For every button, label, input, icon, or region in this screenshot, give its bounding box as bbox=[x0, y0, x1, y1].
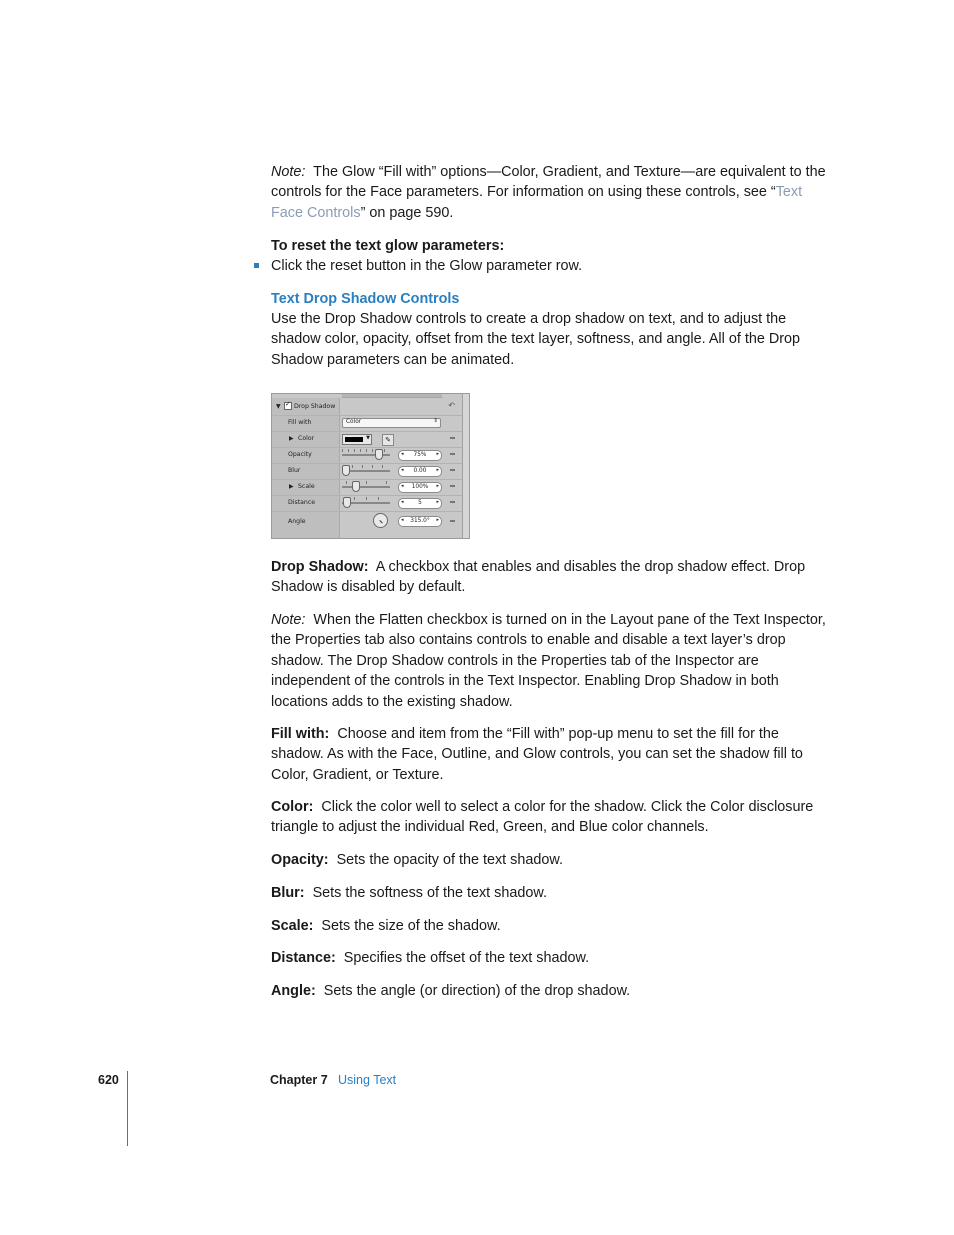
opacity-slider[interactable] bbox=[342, 454, 390, 456]
panel-row-drop-shadow bbox=[272, 399, 469, 416]
color-well-arrow-icon: ▼ bbox=[366, 435, 370, 441]
drop-shadow-checkbox[interactable] bbox=[284, 402, 292, 410]
definition-text: Sets the size of the shadow. bbox=[321, 918, 501, 934]
fill-with-label: Fill with bbox=[288, 419, 312, 426]
definition-term: Fill with: bbox=[271, 726, 330, 742]
blur-slider-knob[interactable] bbox=[342, 465, 350, 476]
footer-chapter: Chapter 7 bbox=[270, 1073, 328, 1087]
drop-shadow-label: Drop Shadow bbox=[294, 403, 336, 410]
color-well[interactable] bbox=[342, 434, 372, 445]
definition-term: Distance: bbox=[271, 950, 336, 966]
text-face-controls-link[interactable]: Text Face Controls bbox=[271, 184, 803, 221]
slider-tick bbox=[352, 465, 353, 468]
reset-heading bbox=[271, 236, 831, 256]
definition-drop-shadow bbox=[271, 557, 831, 598]
definition-term: Drop Shadow: bbox=[271, 559, 369, 575]
animation-menu-icon[interactable] bbox=[450, 485, 455, 487]
footer-divider bbox=[127, 1071, 128, 1146]
bullet-icon bbox=[254, 263, 259, 268]
opacity-value: 75% bbox=[413, 452, 427, 458]
increment-arrow-icon[interactable]: ▸ bbox=[436, 451, 439, 457]
slider-tick bbox=[372, 449, 373, 452]
section-intro bbox=[271, 309, 831, 370]
angle-dial[interactable] bbox=[373, 513, 388, 528]
slider-tick bbox=[372, 465, 373, 468]
definition-opacity bbox=[271, 850, 831, 870]
increment-arrow-icon[interactable]: ▸ bbox=[436, 517, 439, 523]
definition-term: Blur: bbox=[271, 885, 305, 901]
definition-note bbox=[271, 610, 831, 712]
definition-angle bbox=[271, 981, 831, 1001]
definition-color bbox=[271, 797, 831, 838]
decrement-arrow-icon[interactable]: ◂ bbox=[401, 451, 404, 457]
increment-arrow-icon[interactable]: ▸ bbox=[436, 467, 439, 473]
animation-menu-icon[interactable] bbox=[450, 501, 455, 503]
angle-value-field[interactable] bbox=[398, 516, 442, 527]
reset-bullet bbox=[271, 256, 831, 276]
blur-value-field[interactable] bbox=[398, 466, 442, 477]
definition-term: Scale: bbox=[271, 918, 314, 934]
definition-text: Click the color well to select a color for the shadow. Click the Color disclosure triangle to adjust the individual Red, Green, and Blue color channels. bbox=[271, 799, 814, 836]
blur-label: Blur bbox=[288, 467, 301, 474]
section-intro-text: Use the Drop Shadow controls to create a drop shadow on text, and to adjust the shadow color, opacity, offset from the text layer, softness, and angle. All of the Drop Shadow parameters can be animated. bbox=[271, 311, 801, 368]
fill-with-popup[interactable] bbox=[342, 418, 441, 428]
slider-tick bbox=[360, 449, 361, 452]
definition-term: Color: bbox=[271, 799, 314, 815]
scale-label: Scale bbox=[298, 483, 315, 490]
slider-tick bbox=[378, 497, 379, 500]
decrement-arrow-icon[interactable]: ◂ bbox=[401, 517, 404, 523]
section-heading bbox=[271, 289, 831, 309]
distance-value: 5 bbox=[418, 500, 422, 506]
animation-menu-icon[interactable] bbox=[450, 520, 455, 522]
animation-menu-icon[interactable] bbox=[450, 453, 455, 455]
definition-term: Opacity: bbox=[271, 852, 329, 868]
definition-term: Note: bbox=[271, 612, 306, 628]
definition-distance bbox=[271, 948, 831, 968]
distance-value-field[interactable] bbox=[398, 498, 442, 509]
slider-tick bbox=[366, 481, 367, 484]
slider-tick bbox=[342, 449, 343, 452]
panel-top-strip bbox=[342, 394, 442, 398]
color-swatch bbox=[345, 437, 363, 442]
slider-tick bbox=[366, 449, 367, 452]
definition-text: Choose and item from the “Fill with” pop-up menu to set the fill for the shadow. As with the Face, Outline, and Glow controls, you can set the shadow fill to Color, Gradient, or Texture. bbox=[271, 726, 803, 783]
blur-slider[interactable] bbox=[342, 470, 390, 472]
scale-slider-knob[interactable] bbox=[352, 481, 360, 492]
angle-value: 315.0° bbox=[410, 518, 430, 524]
decrement-arrow-icon[interactable]: ◂ bbox=[401, 499, 404, 505]
slider-tick bbox=[362, 465, 363, 468]
slider-tick bbox=[386, 481, 387, 484]
definition-text: Sets the angle (or direction) of the drop shadow. bbox=[323, 983, 631, 999]
note-paragraph bbox=[271, 162, 831, 223]
color-disclosure-triangle-icon[interactable]: ▶ bbox=[289, 435, 294, 442]
definition-text: When the Flatten checkbox is turned on in the Layout pane of the Text Inspector, the Properties tab also contains controls to enable and disable a text layer’s drop shadow. The Drop Shadow controls in the Properties tab of the Inspector are independent of the controls in the Text Inspector. Enabling Drop Shadow in both locations adds to the existing shadow. bbox=[271, 612, 826, 710]
opacity-value-field[interactable] bbox=[398, 450, 442, 461]
slider-tick bbox=[354, 449, 355, 452]
opacity-label: Opacity bbox=[288, 451, 312, 458]
opacity-slider-knob[interactable] bbox=[375, 449, 383, 460]
popup-arrows-icon: ⇕ bbox=[433, 418, 438, 424]
scale-value-field[interactable] bbox=[398, 482, 442, 493]
definition-text: Sets the opacity of the text shadow. bbox=[336, 852, 563, 868]
decrement-arrow-icon[interactable]: ◂ bbox=[401, 467, 404, 473]
reset-icon[interactable]: ↶ bbox=[448, 401, 455, 410]
scale-slider[interactable] bbox=[342, 486, 390, 488]
panel-row-fill-with bbox=[272, 415, 469, 432]
animation-menu-icon[interactable] bbox=[450, 469, 455, 471]
panel-scrollbar[interactable] bbox=[462, 394, 469, 539]
definition-blur bbox=[271, 883, 831, 903]
scale-disclosure-triangle-icon[interactable]: ▶ bbox=[289, 483, 294, 490]
increment-arrow-icon[interactable]: ▸ bbox=[436, 483, 439, 489]
definition-text: Specifies the offset of the text shadow. bbox=[343, 950, 590, 966]
blur-value: 0.00 bbox=[413, 468, 427, 474]
note-text-after: ” on page 590. bbox=[360, 204, 454, 221]
decrement-arrow-icon[interactable]: ◂ bbox=[401, 483, 404, 489]
animation-menu-icon[interactable] bbox=[450, 437, 455, 439]
note-text: The Glow “Fill with” options—Color, Gradient, and Texture—are equivalent to the controls for the Face parameters. For information on using these controls, see “ bbox=[271, 164, 826, 201]
scale-value: 100% bbox=[411, 484, 429, 490]
note-label: Note: bbox=[271, 164, 306, 180]
slider-tick bbox=[346, 481, 347, 484]
footer-chapter-title-link[interactable]: Using Text bbox=[338, 1073, 397, 1087]
increment-arrow-icon[interactable]: ▸ bbox=[436, 499, 439, 505]
panel-row-angle bbox=[272, 511, 469, 533]
slider-tick bbox=[354, 497, 355, 500]
slider-tick bbox=[366, 497, 367, 500]
eyedropper-icon[interactable]: ✎ bbox=[382, 434, 394, 446]
fill-with-value: Color bbox=[346, 419, 362, 425]
definition-text: Sets the softness of the text shadow. bbox=[312, 885, 547, 901]
distance-slider-knob[interactable] bbox=[343, 497, 351, 508]
panel-row-blur bbox=[272, 463, 469, 480]
definition-fill-with bbox=[271, 724, 831, 785]
page-number: 620 bbox=[98, 1073, 119, 1087]
panel-row-opacity bbox=[272, 447, 469, 464]
color-label: Color bbox=[298, 435, 315, 442]
slider-tick bbox=[382, 465, 383, 468]
reset-bullet-text: Click the reset button in the Glow parameter row. bbox=[271, 258, 583, 274]
section-heading-text: Text Drop Shadow Controls bbox=[271, 291, 460, 307]
angle-label: Angle bbox=[288, 518, 306, 525]
drop-shadow-inspector-panel bbox=[271, 393, 470, 539]
definition-term: Angle: bbox=[271, 983, 316, 999]
slider-tick bbox=[384, 449, 385, 452]
reset-heading-text: To reset the text glow parameters: bbox=[271, 238, 505, 254]
disclosure-triangle-open-icon[interactable]: ▼ bbox=[276, 403, 281, 410]
panel-row-color bbox=[272, 431, 469, 448]
definition-scale bbox=[271, 916, 831, 936]
distance-slider[interactable] bbox=[342, 502, 390, 504]
distance-label: Distance bbox=[288, 499, 316, 506]
panel-row-scale bbox=[272, 479, 469, 496]
definition-text: A checkbox that enables and disables the drop shadow effect. Drop Shadow is disabled by default. bbox=[271, 559, 806, 596]
slider-tick bbox=[348, 449, 349, 452]
panel-row-distance bbox=[272, 495, 469, 512]
